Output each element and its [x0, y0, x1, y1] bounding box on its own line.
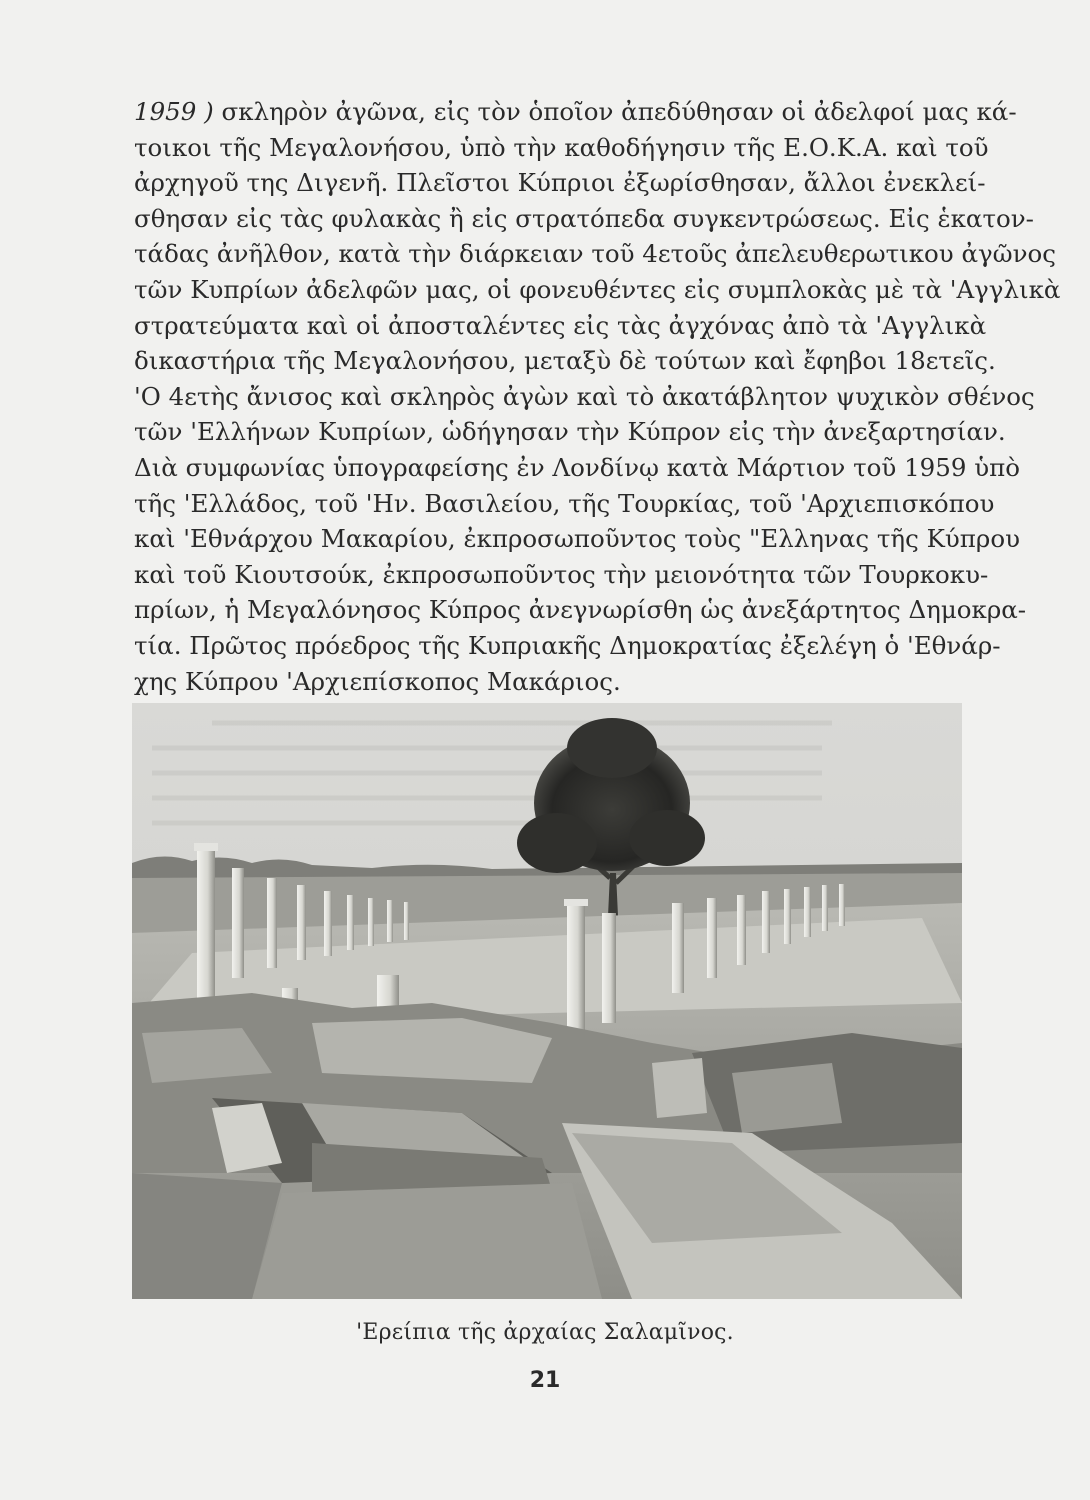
- text-line-1-rest: σκληρὸν ἀγῶνα, εἰς τὸν ὁποῖον ἀπεδύθησαν οἱ ἀδελφοί μας κά-: [213, 97, 1017, 126]
- text-line-13: καὶ 'Εθνάρχου Μακαρίου, ἐκπροσωποῦντος τοὺς "Ελληνας τῆς Κύπρου: [134, 524, 1020, 554]
- text-line-6: τῶν Κυπρίων ἀδελφῶν μας, οἱ φονευθέντες εἰς συμπλοκὰς μὲ τὰ 'Αγγλικὰ: [134, 274, 1061, 304]
- text-line-9: 'Ο 4ετὴς ἄνισος καὶ σκληρὸς ἀγὼν καὶ τὸ ἀκατάβλητον ψυχικὸν σθένος: [134, 381, 1035, 411]
- text-line-7: στρατεύματα καὶ οἱ ἀποσταλέντες εἰς τὰς ἀγχόνας ἀπὸ τὰ 'Αγγλικὰ: [134, 310, 987, 340]
- ruins-photo-illustration: [132, 703, 962, 1299]
- text-line-8: δικαστήρια τῆς Μεγαλονήσου, μεταξὺ δὲ τούτων καὶ ἔφηβοι 18ετεῖς.: [134, 346, 996, 376]
- text-line-15: πρίων, ἡ Μεγαλόνησος Κύπρος ἀνεγνωρίσθη ὡς ἀνεξάρτητος Δημοκρα-: [134, 595, 1027, 625]
- figure-caption: 'Ερείπια τῆς ἀρχαίας Σαλαμῖνος.: [356, 1320, 734, 1345]
- text-line-4: σθησαν εἰς τὰς φυλακὰς ἢ εἰς στρατόπεδα συγκεντρώσεως. Εἰς ἑκατον-: [134, 203, 1034, 233]
- text-line-17: χης Κύπρου 'Αρχιεπίσκοπος Μακάριος.: [134, 666, 621, 696]
- text-line-10: τῶν 'Ελλήνων Κυπρίων, ὡδήγησαν τὴν Κύπρον εἰς τὴν ἀνεξαρτησίαν.: [134, 417, 1006, 447]
- text-line-1: [134, 94, 1017, 130]
- salamis-ruins-figure: [132, 703, 962, 1299]
- text-line-11: Διὰ συμφωνίας ὑπογραφείσης ἐν Λονδίνῳ κατὰ Μάρτιον τοῦ 1959 ὑπὸ: [134, 452, 1020, 482]
- text-line-3: ἀρχηγοῦ της Διγενῆ. Πλεῖστοι Κύπριοι ἐξωρίσθησαν, ἄλλοι ἐνεκλεί-: [134, 168, 986, 198]
- body-text: [134, 94, 1061, 699]
- salamis-ruins-photo: [132, 703, 962, 1299]
- text-line-12: τῆς 'Ελλάδος, τοῦ 'Ην. Βασιλείου, τῆς Τουρκίας, τοῦ 'Αρχιεπισκόπου: [134, 488, 995, 518]
- text-line-14: καὶ τοῦ Κιουτσούκ, ἐκπροσωποῦντος τὴν μειονότητα τῶν Τουρκοκυ-: [134, 559, 989, 589]
- lead-year: 1959 ): [134, 97, 214, 126]
- page-number: 21: [529, 1368, 561, 1393]
- text-line-5: τάδας ἀνῆλθον, κατὰ τὴν διάρκειαν τοῦ 4ετοῦς ἀπελευθερωτικου ἀγῶνος: [134, 239, 1057, 269]
- text-line-16: τία. Πρῶτος πρόεδρος τῆς Κυπριακῆς Δημοκρατίας ἐξελέγη ὁ 'Εθνάρ-: [134, 630, 1001, 660]
- text-line-2: τοικοι τῆς Μεγαλονήσου, ὑπὸ τὴν καθοδήγησιν τῆς Ε.Ο.Κ.Α. καὶ τοῦ: [134, 132, 989, 162]
